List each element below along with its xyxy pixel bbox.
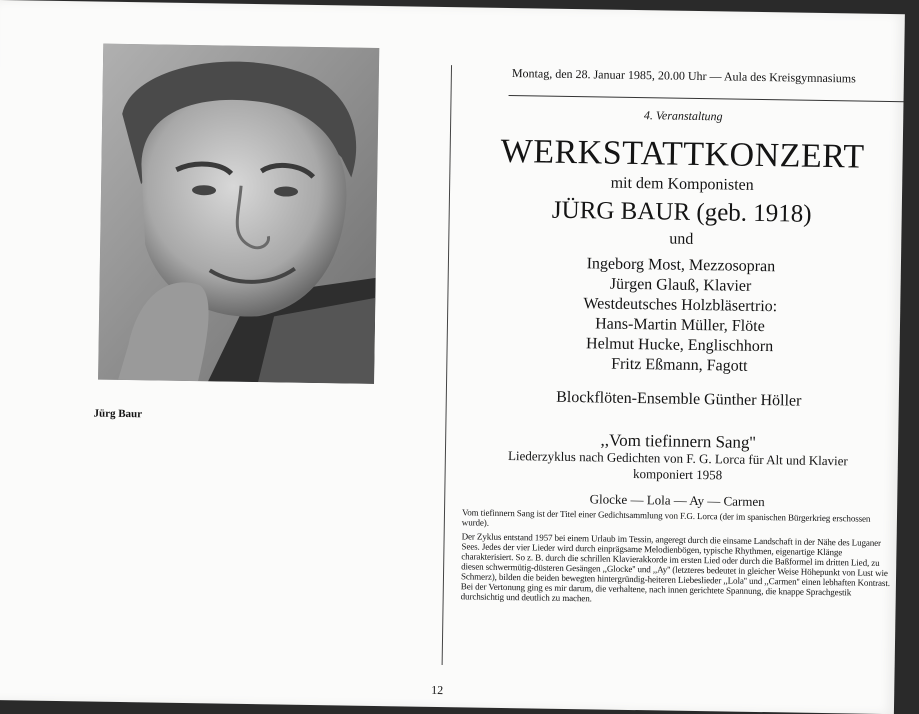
portrait-image xyxy=(98,44,379,384)
composer-name: JÜRG BAUR (geb. 1918) xyxy=(551,196,812,228)
work-title: ,,Vom tiefinnern Sang'' xyxy=(600,430,756,452)
performer-list xyxy=(464,252,896,379)
program-notes xyxy=(461,507,892,608)
work-subtitle: Liederzyklus nach Gedichten von F. G. Lorca für Alt und Klavier xyxy=(507,448,848,469)
song-list: Glocke — Lola — Ay — Carmen xyxy=(589,491,765,510)
photo-caption: Jürg Baur xyxy=(93,407,143,421)
page-number: 12 xyxy=(431,682,444,698)
and-line: und xyxy=(669,230,694,248)
header-rule xyxy=(509,95,905,102)
with-composer-line: mit dem Komponisten xyxy=(610,174,754,194)
work-date: komponiert 1958 xyxy=(632,466,723,483)
program-page xyxy=(461,65,899,612)
performer-line: Jürgen Glauß, Klavier xyxy=(609,275,752,295)
portrait-photo xyxy=(98,44,379,384)
page-gutter-divider xyxy=(442,65,452,665)
performer-line: Ingeborg Most, Mezzosopran xyxy=(586,255,776,276)
program-note-paragraph: Vom tiefinnern Sang ist der Titel einer Gedichtsammlung von F.G. Lorca (der im spanischen Bürgerkrieg erschossen wurde). xyxy=(461,507,871,528)
performer-line: Fritz Eßmann, Fagott xyxy=(611,355,748,375)
event-number: 4. Veranstaltung xyxy=(643,108,723,124)
ensemble-line: Blockflöten-Ensemble Günther Höller xyxy=(556,388,802,410)
event-datetime-venue: Montag, den 28. Januar 1985, 20.00 Uhr — Aula des Kreisgymnasiums xyxy=(511,66,856,86)
performer-line: Westdeutsches Holzbläsertrio: xyxy=(583,295,778,316)
concert-title: WERKSTATTKONZERT xyxy=(500,132,865,176)
performer-line: Helmut Hucke, Englischhorn xyxy=(585,335,774,356)
performer-line: Hans-Martin Müller, Flöte xyxy=(595,315,765,336)
program-note-paragraph: Der Zyklus entstand 1957 bei einem Urlaub im Tessin, angeregt durch die einsame Landschaft in der Nähe des Luganer Sees. Jedes der vier Lieder wird durch einprägsame Melodienbögen, typische Rhythmen, eigenartige Klänge charakterisiert. So z. B. durch die schrillen Klavierakkorde im ersten Lied oder durch die Baßformel im dritten Lied, zu diesen schwermütig-düsteren Gesängen ,,Glocke'' und ,,Ay'' (letzteres bedeutet in gleicher Weise Höhepunkt von Lust wie Schmerz), bilden die beiden bewegten hintergründig-heiteren Liebeslieder ,,Lola'' und ,,Carmen'' einen lebhaften Kontrast. Bei der Vertonung ging es mir darum, die verhaltene, nach innen gerichtete Spannung, die knappe Sprachgestik durchsichtig und deutlich zu machen. xyxy=(460,531,890,604)
